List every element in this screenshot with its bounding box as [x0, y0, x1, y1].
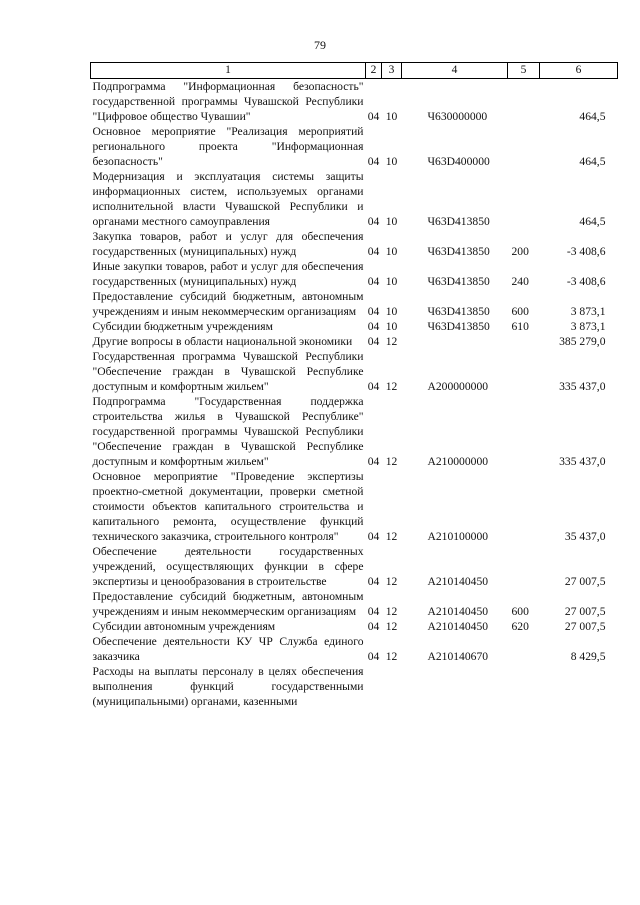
row-subsection-cell: 10	[385, 155, 398, 168]
row-subsection-cell: 12	[385, 380, 398, 393]
row-section-cell: 04	[367, 215, 380, 228]
row-amount-cell: 464,5	[579, 110, 606, 123]
page-number: 79	[314, 38, 326, 52]
row-subsection-cell: 12	[385, 335, 398, 348]
row-subsection-cell: 12	[385, 530, 398, 543]
row-target-code-cell	[402, 334, 508, 349]
row-expense-type-cell	[508, 334, 540, 349]
row-subsection-cell: 10	[385, 305, 398, 318]
row-subsection-cell: 12	[385, 605, 398, 618]
table-row	[91, 469, 618, 544]
row-target-code-cell: А210140670	[427, 650, 489, 663]
row-target-code-cell: А210100000	[427, 530, 489, 543]
row-expense-type-cell: 610	[511, 320, 529, 333]
row-target-code-cell: Ч63D413850	[427, 320, 490, 333]
row-section-cell: 04	[367, 275, 380, 288]
row-amount-cell: 335 437,0	[559, 380, 606, 393]
row-section-cell: 04	[367, 335, 380, 348]
row-name-cell: Основное мероприятие "Реализация мероприятий регионального проекта "Информационная безопасность"	[92, 125, 364, 168]
table-row	[91, 229, 618, 259]
table-row	[91, 169, 618, 229]
budget-table	[90, 62, 618, 709]
row-amount-cell: -3 408,6	[566, 245, 606, 258]
row-amount-cell: 27 007,5	[564, 620, 606, 633]
table-row	[91, 394, 618, 469]
table-row	[91, 589, 618, 619]
row-target-code-cell: А210140450	[427, 605, 489, 618]
row-name-cell: Предоставление субсидий бюджетным, автономным учреждениям и иным некоммерческим организациям	[92, 590, 364, 618]
row-section-cell: 04	[367, 320, 380, 333]
row-expense-type-cell	[508, 124, 540, 169]
row-target-code-cell: Ч630000000	[427, 110, 488, 123]
table-row	[91, 259, 618, 289]
row-expense-type-cell: 600	[511, 305, 529, 318]
row-name-cell: Модернизация и эксплуатация системы защиты информационных систем, используемых органами исполнительной власти Чувашской Республики и органами местного самоуправления	[92, 170, 364, 228]
row-expense-type-cell	[508, 544, 540, 589]
row-name-cell: Обеспечение деятельности КУ ЧР Служба единого заказчика	[92, 635, 364, 663]
row-target-code-cell: Ч63D413850	[427, 305, 490, 318]
row-amount-cell: 8 429,5	[570, 650, 606, 663]
column-header: 6	[540, 63, 618, 79]
row-name-cell: Предоставление субсидий бюджетным, автономным учреждениям и иным некоммерческим организациям	[92, 290, 364, 318]
row-section-cell: 04	[367, 155, 380, 168]
row-section-cell: 04	[367, 455, 380, 468]
row-name-cell: Закупка товаров, работ и услуг для обеспечения государственных (муниципальных) нужд	[92, 230, 364, 258]
row-target-code-cell: А200000000	[427, 380, 489, 393]
row-amount-cell: 385 279,0	[559, 335, 606, 348]
row-subsection-cell: 10	[385, 215, 398, 228]
row-section-cell	[366, 664, 382, 709]
row-target-code-cell	[402, 664, 508, 709]
row-subsection-cell: 10	[385, 110, 398, 123]
row-name-cell: Подпрограмма "Информационная безопасность" государственной программы Чувашской Республики "Цифровое общество Чувашии"	[92, 80, 364, 123]
row-name-cell: Другие вопросы в области национальной экономики	[92, 335, 353, 348]
row-name-cell: Обеспечение деятельности государственных учреждений, осуществляющих функции в сфере экспертизы и ценообразования в строительстве	[92, 545, 364, 588]
row-section-cell: 04	[367, 110, 380, 123]
row-target-code-cell: А210140450	[427, 620, 489, 633]
row-expense-type-cell	[508, 664, 540, 709]
column-header: 3	[382, 63, 402, 79]
row-section-cell: 04	[367, 575, 380, 588]
row-target-code-cell: А210140450	[427, 575, 489, 588]
column-header: 1	[91, 63, 366, 79]
row-amount-cell: 464,5	[579, 215, 606, 228]
row-name-cell: Государственная программа Чувашской Республики "Обеспечение граждан в Чувашской Республике доступным и комфортным жильем"	[92, 350, 364, 393]
table-row	[91, 619, 618, 634]
row-name-cell: Подпрограмма "Государственная поддержка строительства жилья в Чувашской Республике" государственной программы Чувашской Республики "Обеспечение граждан в Чувашской Республике доступным и комфортным жильем"	[92, 395, 364, 468]
row-amount-cell: 27 007,5	[564, 575, 606, 588]
table-body	[91, 79, 618, 710]
column-header: 5	[508, 63, 540, 79]
row-expense-type-cell	[508, 469, 540, 544]
row-amount-cell: 27 007,5	[564, 605, 606, 618]
row-target-code-cell: Ч63D413850	[427, 275, 490, 288]
table-row	[91, 79, 618, 125]
table-row	[91, 334, 618, 349]
row-section-cell: 04	[367, 305, 380, 318]
row-expense-type-cell	[508, 79, 540, 125]
row-section-cell: 04	[367, 650, 380, 663]
row-target-code-cell: А210000000	[427, 455, 489, 468]
row-section-cell: 04	[367, 620, 380, 633]
row-target-code-cell: Ч63D413850	[427, 245, 490, 258]
row-section-cell: 04	[367, 605, 380, 618]
row-name-cell: Субсидии бюджетным учреждениям	[92, 320, 273, 333]
column-header: 4	[402, 63, 508, 79]
row-name-cell: Иные закупки товаров, работ и услуг для обеспечения государственных (муниципальных) нужд	[92, 260, 364, 288]
row-expense-type-cell	[508, 169, 540, 229]
row-subsection-cell: 12	[385, 455, 398, 468]
row-target-code-cell: Ч63D400000	[427, 155, 490, 168]
table-row	[91, 349, 618, 394]
row-target-code-cell: Ч63D413850	[427, 215, 490, 228]
row-expense-type-cell: 200	[511, 245, 529, 258]
table-row	[91, 634, 618, 664]
row-name-cell: Основное мероприятие "Проведение экспертизы проектно-сметной документации, проверки сметной стоимости объектов капитального строительства и капитального ремонта, осуществление функций технического заказчика, строительного контроля"	[92, 470, 364, 543]
row-amount-cell: -3 408,6	[566, 275, 606, 288]
row-amount-cell: 464,5	[579, 155, 606, 168]
row-expense-type-cell	[508, 634, 540, 664]
row-subsection-cell: 12	[385, 575, 398, 588]
row-name-cell: Расходы на выплаты персоналу в целях обеспечения выполнения функций государственными (муниципальными) органами, казенными	[92, 665, 364, 708]
table-header-row	[91, 63, 618, 79]
row-expense-type-cell: 240	[511, 275, 529, 288]
row-section-cell: 04	[367, 245, 380, 258]
table-row	[91, 289, 618, 319]
row-amount-cell: 35 437,0	[564, 530, 606, 543]
row-expense-type-cell	[508, 394, 540, 469]
row-expense-type-cell: 600	[511, 605, 529, 618]
row-subsection-cell: 12	[385, 650, 398, 663]
row-amount-cell	[540, 664, 618, 709]
row-subsection-cell: 10	[385, 320, 398, 333]
table-row	[91, 664, 618, 709]
table-row	[91, 544, 618, 589]
row-section-cell: 04	[367, 380, 380, 393]
row-subsection-cell: 10	[385, 245, 398, 258]
row-subsection-cell: 10	[385, 275, 398, 288]
row-amount-cell: 3 873,1	[570, 320, 606, 333]
row-expense-type-cell: 620	[511, 620, 529, 633]
table-row	[91, 319, 618, 334]
row-amount-cell: 3 873,1	[570, 305, 606, 318]
row-name-cell: Субсидии автономным учреждениям	[92, 620, 276, 633]
row-expense-type-cell	[508, 349, 540, 394]
table-row	[91, 124, 618, 169]
row-subsection-cell	[382, 664, 402, 709]
row-amount-cell: 335 437,0	[559, 455, 606, 468]
row-section-cell: 04	[367, 530, 380, 543]
row-subsection-cell: 12	[385, 620, 398, 633]
column-header: 2	[366, 63, 382, 79]
